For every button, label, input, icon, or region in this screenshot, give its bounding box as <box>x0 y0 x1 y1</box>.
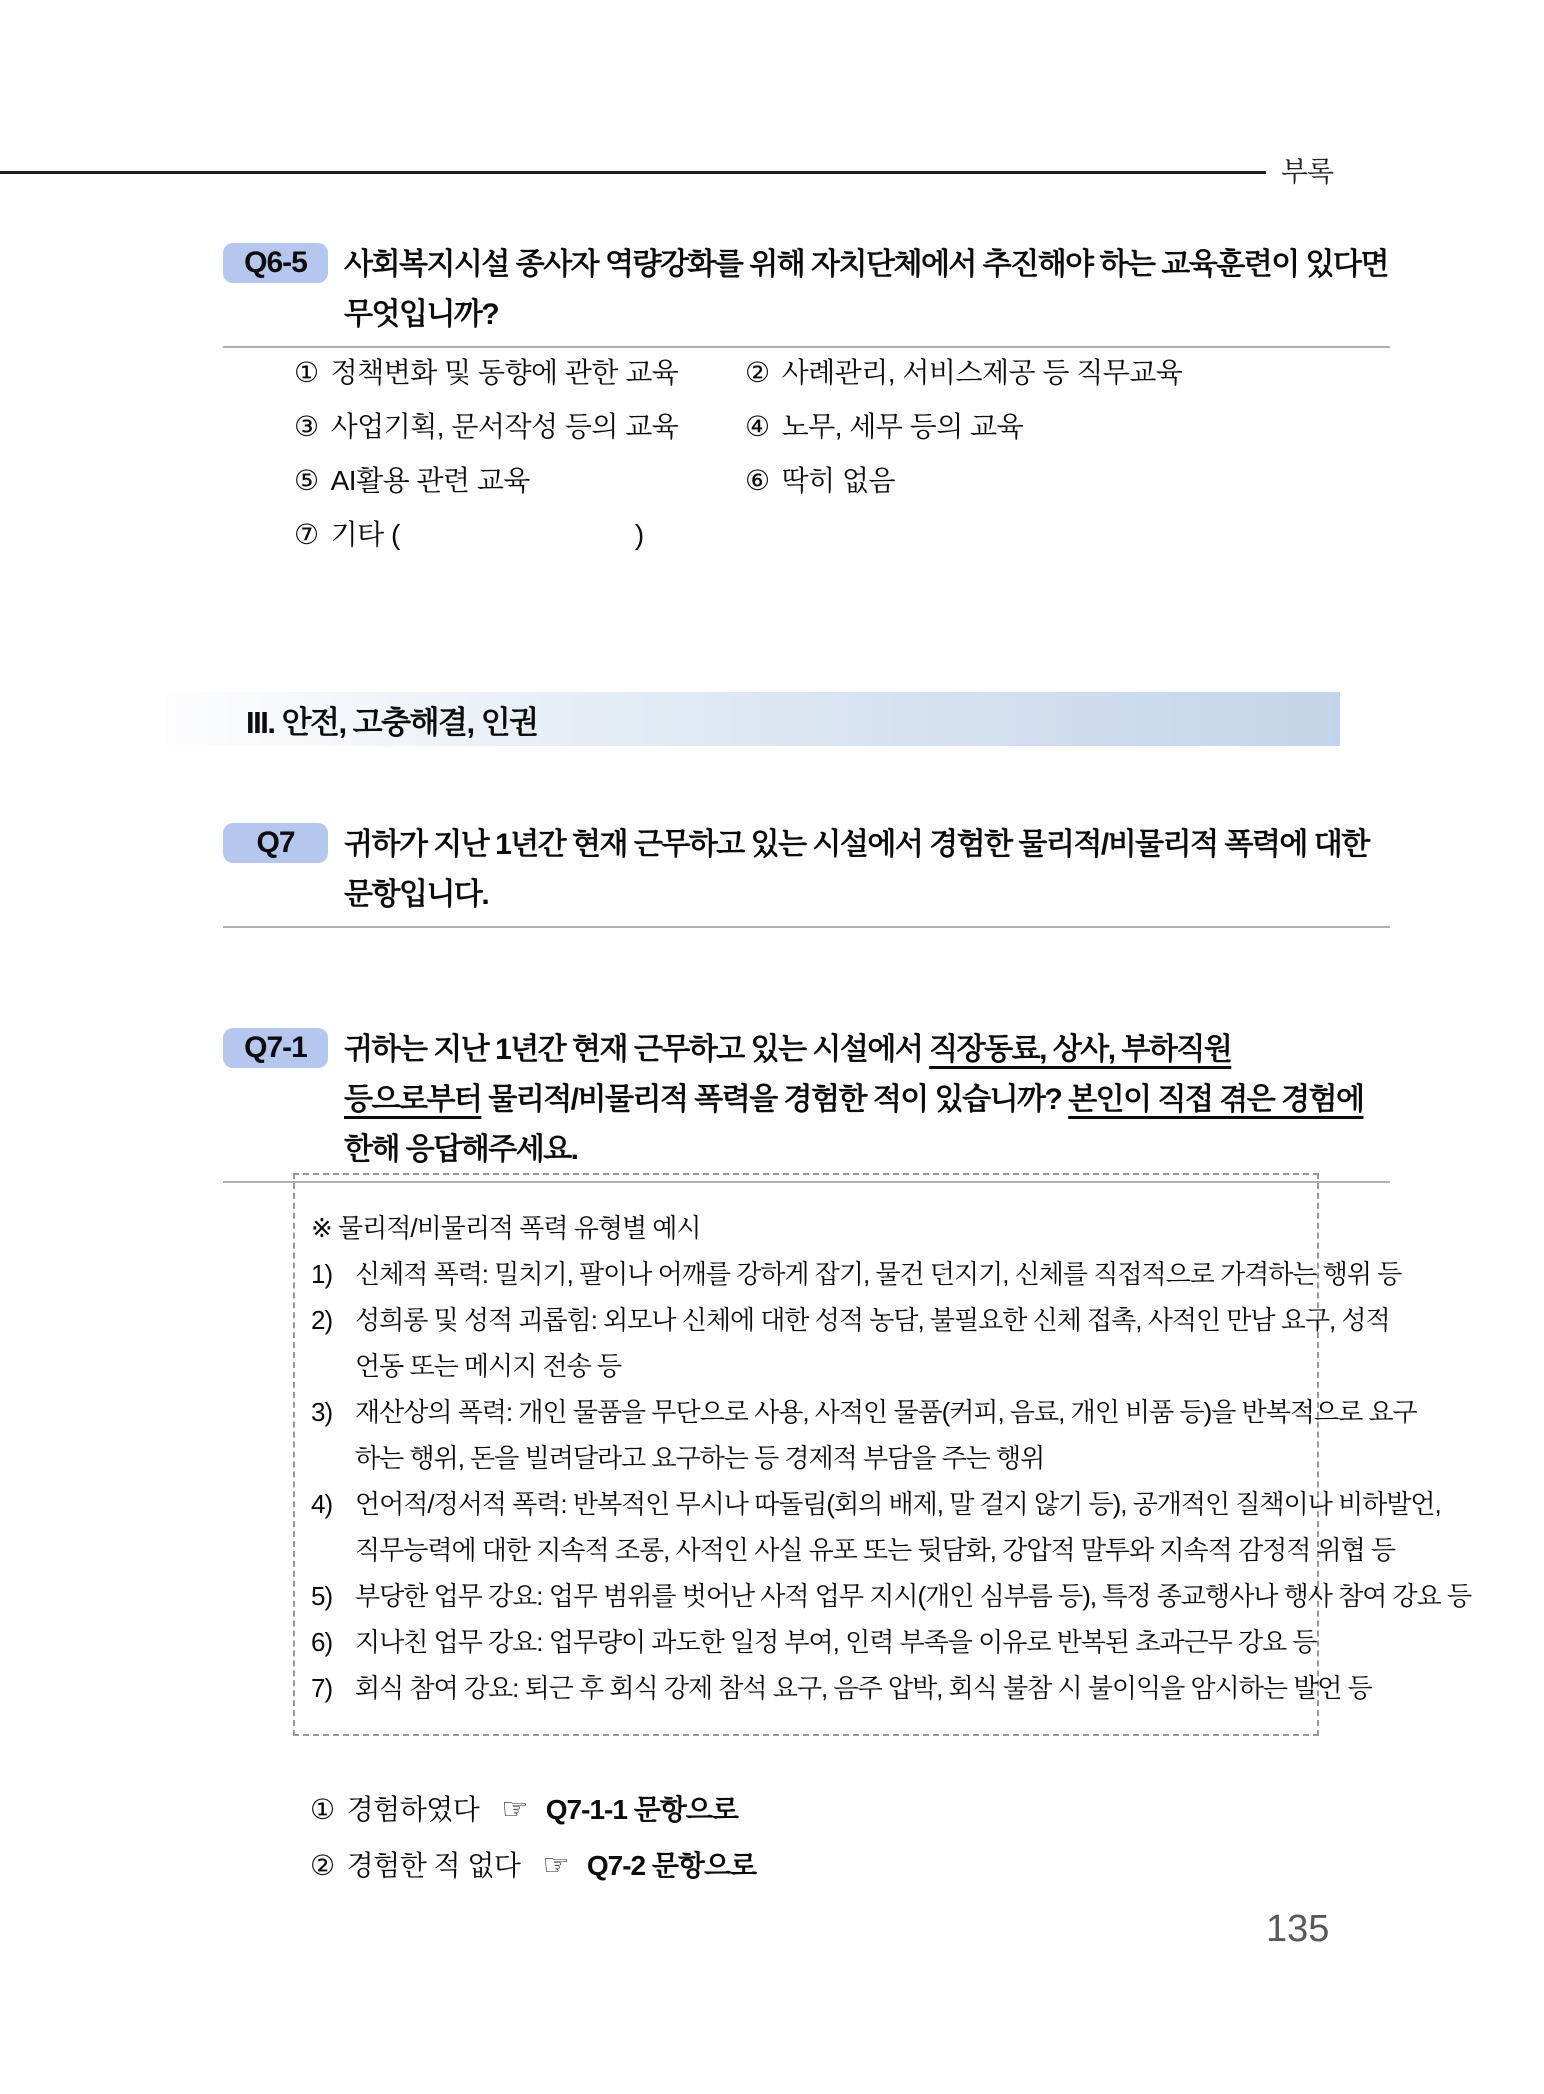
question-title-line: 문항입니다. <box>344 878 489 911</box>
answer-option-2 <box>310 1851 756 1881</box>
option-number: ⑥ <box>745 465 770 496</box>
option-number: ① <box>310 1794 335 1825</box>
question-title-q7-1 <box>344 1025 1364 1175</box>
examples-heading: ※ 물리적/비물리적 폭력 유형별 예시 <box>311 1213 701 1243</box>
example-item-5 <box>311 1573 1472 1619</box>
question-badge-q7-1: Q7-1 <box>223 1028 328 1068</box>
option-label: 딱히 없음 <box>781 465 896 496</box>
violence-examples-box <box>293 1173 1472 1736</box>
example-item-6 <box>311 1619 1317 1665</box>
example-text <box>355 1481 1441 1573</box>
option-item-5 <box>294 466 745 496</box>
question-row <box>223 1025 1390 1175</box>
answer-option-1 <box>310 1795 756 1825</box>
question-title-q7 <box>344 820 1369 920</box>
question-badge-q7: Q7 <box>223 823 328 863</box>
question-title-q6-5 <box>344 240 1388 340</box>
example-text <box>355 1389 1417 1481</box>
title-text: 귀하는 지난 1년간 현재 근무하고 있는 시설에서 <box>344 1033 930 1066</box>
option-close-paren: ) <box>634 519 644 550</box>
example-item-1 <box>311 1251 1402 1297</box>
example-text <box>355 1619 1317 1665</box>
option-number: ① <box>294 357 319 388</box>
q7-1-answers <box>310 1795 756 1907</box>
example-line: 지나친 업무 강요: 업무량이 과도한 일정 부여, 인력 부족을 이유로 반복된 초과근무 강요 등 <box>355 1627 1317 1657</box>
title-underlined-text: 본인이 직접 겪은 경험에 <box>1068 1083 1364 1116</box>
example-text <box>355 1573 1471 1619</box>
answer-label: 경험한 적 없다 <box>346 1850 521 1881</box>
option-item-4 <box>745 412 1182 442</box>
title-text: 물리적/비물리적 폭력을 경험한 적이 있습니까? <box>481 1083 1069 1116</box>
option-label: AI활용 관련 교육 <box>330 465 530 496</box>
question-title-line <box>344 1133 578 1166</box>
q6-5-options <box>294 358 1182 550</box>
option-label: 사례관리, 서비스제공 등 직무교육 <box>781 357 1183 388</box>
example-item-7 <box>311 1665 1372 1711</box>
example-item-3 <box>311 1389 1417 1481</box>
example-line: 언어적/정서적 폭력: 반복적인 무시나 따돌림(회의 배제, 말 걸지 않기 등), 공개적인 질책이나 비하발언, <box>355 1489 1441 1519</box>
example-item-4 <box>311 1481 1441 1573</box>
example-line: 회식 참여 강요: 퇴근 후 회식 강제 참석 요구, 음주 압박, 회식 불참 시 불이익을 암시하는 발언 등 <box>355 1673 1372 1703</box>
answer-goto: Q7-2 문항으로 <box>586 1850 757 1881</box>
example-item-2 <box>311 1297 1390 1389</box>
example-marker: 2) <box>311 1305 333 1335</box>
example-marker: 4) <box>311 1489 333 1519</box>
option-label: 정책변화 및 동향에 관한 교육 <box>330 357 679 388</box>
question-title-line <box>344 1033 1231 1066</box>
option-number: ④ <box>745 411 770 442</box>
section-title: III. 안전, 고충해결, 인권 <box>246 704 538 740</box>
example-text <box>355 1251 1401 1297</box>
question-block-q7-1 <box>223 1025 1390 1183</box>
title-underlined-text: 등으로부터 <box>344 1083 482 1116</box>
example-line: 신체적 폭력: 밀치기, 팔이나 어깨를 강하게 잡기, 물건 던지기, 신체를 직접적으로 가격하는 행위 등 <box>355 1259 1402 1289</box>
question-title-line <box>344 1083 1364 1116</box>
pointing-finger-icon: ☞ <box>542 1849 569 1882</box>
option-number: ⑦ <box>294 519 319 550</box>
example-line: 언동 또는 메시지 전송 등 <box>355 1351 622 1381</box>
option-item-3 <box>294 412 745 442</box>
example-marker: 6) <box>311 1627 333 1657</box>
example-text <box>355 1297 1390 1389</box>
section-header-3 <box>165 692 1340 746</box>
question-title-line: 귀하가 지난 1년간 현재 근무하고 있는 시설에서 경험한 물리적/비물리적 폭력에 대한 <box>344 828 1369 861</box>
option-item-2 <box>745 358 1182 388</box>
answer-label: 경험하였다 <box>346 1794 480 1825</box>
title-underlined-text: 직장동료, 상사, 부하직원 <box>929 1033 1232 1066</box>
header-rule <box>0 171 1266 174</box>
example-line: 직무능력에 대한 지속적 조롱, 사적인 사실 유포 또는 뒷담화, 강압적 말투와 지속적 감정적 위협 등 <box>355 1535 1396 1565</box>
option-item-1 <box>294 358 745 388</box>
option-number: ③ <box>294 411 319 442</box>
example-marker: 7) <box>311 1673 333 1703</box>
example-line: 부당한 업무 강요: 업무 범위를 벗어난 사적 업무 지시(개인 심부름 등), 특정 종교행사나 행사 참여 강요 등 <box>355 1581 1472 1611</box>
example-text <box>355 1665 1372 1711</box>
question-block-q7 <box>223 820 1390 928</box>
example-line: 재산상의 폭력: 개인 물품을 무단으로 사용, 사적인 물품(커피, 음료, 개인 비품 등)을 반복적으로 요구 <box>355 1397 1417 1427</box>
option-number: ⑤ <box>294 465 319 496</box>
answer-goto: Q7-1-1 문항으로 <box>545 1794 738 1825</box>
example-line: 하는 행위, 돈을 빌려달라고 요구하는 등 경제적 부담을 주는 행위 <box>355 1443 1045 1473</box>
example-marker: 5) <box>311 1581 333 1611</box>
question-divider <box>223 926 1390 928</box>
option-label: 사업기획, 문서작성 등의 교육 <box>330 411 679 442</box>
example-line: 성희롱 및 성적 괴롭힘: 외모나 신체에 대한 성적 농담, 불필요한 신체 접촉, 사적인 만남 요구, 성적 <box>355 1305 1390 1335</box>
option-number: ② <box>310 1850 335 1881</box>
option-item-6 <box>745 466 1182 496</box>
option-number: ② <box>745 357 770 388</box>
example-marker: 3) <box>311 1397 333 1427</box>
appendix-label: 부록 <box>1281 156 1334 187</box>
page-number: 135 <box>1266 1908 1330 1950</box>
question-block-q6-5 <box>223 240 1390 348</box>
question-divider <box>223 346 1390 348</box>
option-label: 기타 ( <box>330 519 400 550</box>
question-title-line: 무엇입니까? <box>344 298 499 331</box>
pointing-finger-icon: ☞ <box>501 1793 528 1826</box>
title-text: 한해 응답해주세요. <box>344 1133 578 1166</box>
question-row <box>223 820 1390 920</box>
example-marker: 1) <box>311 1259 333 1289</box>
option-item-7 <box>294 520 745 550</box>
question-title-line: 사회복지시설 종사자 역량강화를 위해 자치단체에서 추진해야 하는 교육훈련이 있다면 <box>344 248 1388 281</box>
option-label: 노무, 세무 등의 교육 <box>781 411 1024 442</box>
question-badge-q6-5: Q6-5 <box>223 243 328 283</box>
question-row <box>223 240 1390 340</box>
